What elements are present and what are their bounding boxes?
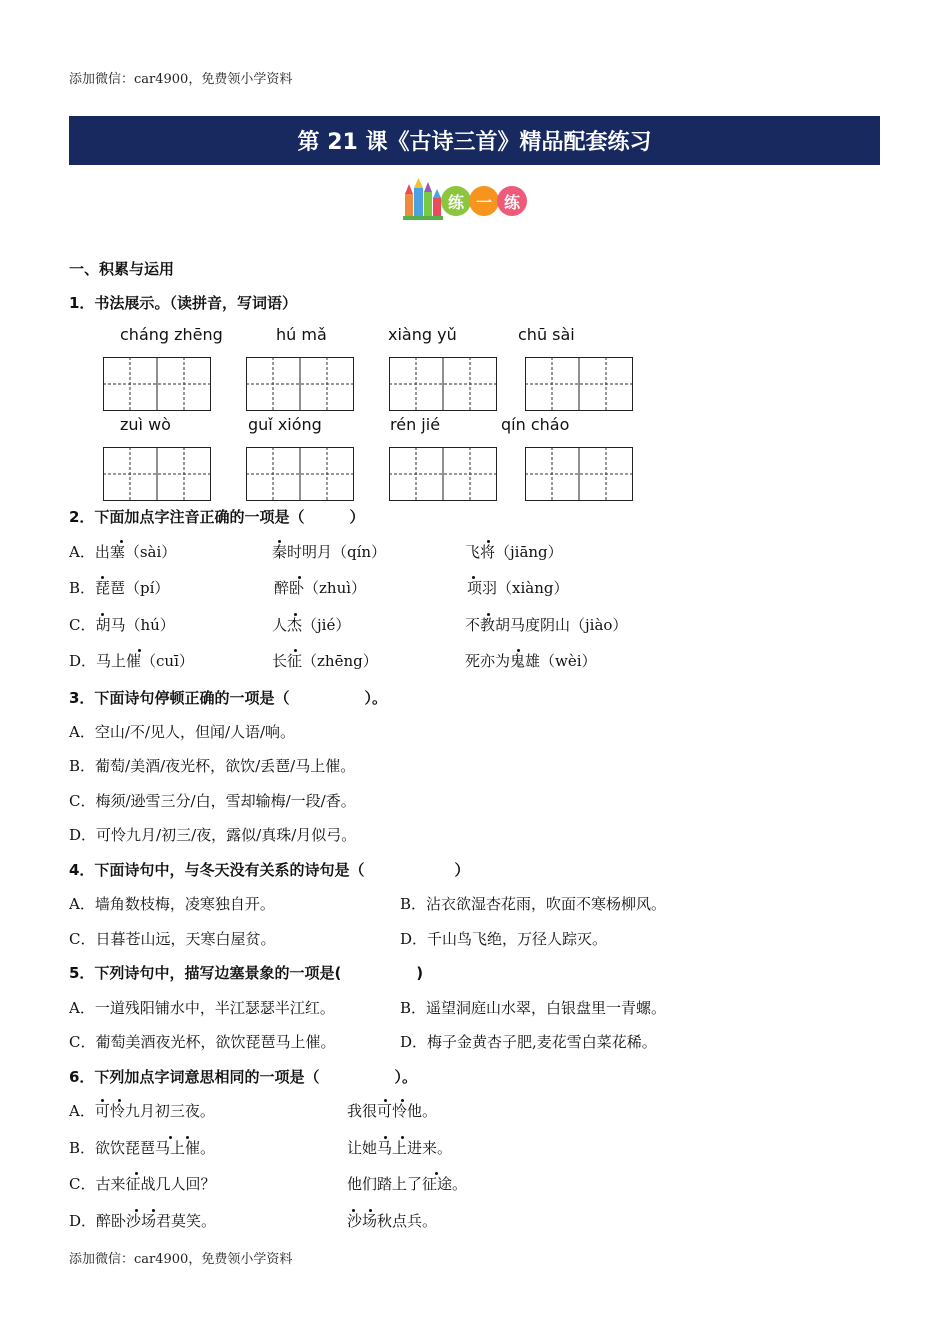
pinyin-1: cháng zhēng [120,325,223,344]
q1-stem: 1．书法展示。（读拼音，写词语） [69,294,297,312]
q3-stem: 3．下面诗句停顿正确的一项是（ ）。 [69,689,387,707]
q6-option-b-1: B．欲饮琵琶马上催。 [69,1139,216,1157]
emphasis-dot [152,1209,155,1212]
q2-option-c-2: 人杰（jié） [272,616,351,634]
practice-badge [403,176,533,220]
q2-option-d-2: 长征（zhēng） [272,652,378,670]
q6-option-c-1: C．古来征战几人回？ [69,1175,216,1193]
q6-option-a-1: A．可怜九月初三夜。 [69,1102,215,1120]
emphasis-dot [294,649,297,652]
q2-option-d-3: 死亦为鬼雄（wèi） [465,652,597,670]
pinyin-3: xiàng yǔ [388,325,457,344]
emphasis-dot [472,576,475,579]
q5-option-a: A．一道残阳铺水中，半江瑟瑟半江红。 [69,999,335,1017]
q6-option-c-2: 他们踏上了征途。 [347,1175,468,1193]
q2-option-a-2: 秦时明月（qín） [272,543,387,561]
emphasis-dot [101,576,104,579]
q5-option-b: B．遥望洞庭山水翠，白银盘里一青螺。 [400,999,667,1017]
q2-option-c-3: 不教胡马度阴山（jiào） [465,616,628,634]
q5-option-d: D．梅子金黄杏子肥,麦花雪白菜花稀。 [400,1033,657,1051]
emphasis-dot [517,649,520,652]
q2-option-b-3: 项羽（xiàng） [467,579,569,597]
q6-option-a-2: 我很可怜他。 [347,1102,438,1120]
q5-option-c: C．葡萄美酒夜光杯，欲饮琵琶马上催。 [69,1033,336,1051]
writing-grid[interactable] [103,447,211,501]
emphasis-dot [384,1099,387,1102]
header-note: 添加微信：car4900，免费领小学资料 [69,72,293,87]
emphasis-dot [135,1172,138,1175]
pinyin-8: qín cháo [501,415,570,434]
pinyin-4: chū sài [518,325,575,344]
page-title: 第 21 课《古诗三首》精品配套练习 [69,116,880,165]
emphasis-dot [138,649,141,652]
emphasis-dot [298,576,301,579]
q5-stem: 5．下列诗句中，描写边塞景象的一项是( ) [69,964,424,982]
q3-option-d: D．可怜九月/初三/夜，露似/真珠/月似弓。 [69,826,357,844]
writing-grid[interactable] [103,357,211,411]
pinyin-7: rén jié [390,415,441,434]
footer-note: 添加微信：car4900，免费领小学资料 [69,1252,293,1267]
emphasis-dot [169,1136,172,1139]
emphasis-dot [120,540,123,543]
badge-char-2: 一 [469,186,499,216]
writing-grid[interactable] [389,447,497,501]
q2-option-b-1: B．琵琶（pí） [69,579,170,597]
q4-stem: 4．下面诗句中，与冬天没有关系的诗句是（ ） [69,861,470,879]
emphasis-dot [294,613,297,616]
q3-option-a: A．空山/不/见人，但闻/人语/响。 [69,723,296,741]
emphasis-dot [384,1136,387,1139]
q4-option-c: C．日暮苍山远，天寒白屋贫。 [69,930,276,948]
pinyin-2: hú mǎ [276,325,327,344]
q2-stem: 2．下面加点字注音正确的一项是（ ） [69,508,365,526]
q3-option-c: C．梅须/逊雪三分/白，雪却输梅/一段/香。 [69,792,356,810]
q4-option-b: B．沾衣欲湿杏花雨，吹面不寒杨柳风。 [400,895,667,913]
q2-option-d-1: D．马上催（cuī） [69,652,194,670]
section-heading: 一、积累与运用 [69,260,175,278]
writing-grid[interactable] [246,447,354,501]
emphasis-dot [118,1099,121,1102]
q2-option-c-1: C．胡马（hú） [69,616,175,634]
emphasis-dot [401,1099,404,1102]
castle-icon [403,176,443,220]
emphasis-dot [435,1172,438,1175]
writing-grid[interactable] [389,357,497,411]
q4-option-a: A．墙角数枝梅，凌寒独自开。 [69,895,275,913]
writing-grid[interactable] [525,357,633,411]
emphasis-dot [369,1209,372,1212]
emphasis-dot [352,1209,355,1212]
q2-option-a-1: A．出塞（sài） [69,543,177,561]
q6-stem: 6．下列加点字词意思相同的一项是（ ）。 [69,1068,417,1086]
emphasis-dot [487,540,490,543]
q6-option-d-2: 沙场秋点兵。 [347,1212,438,1230]
q3-option-b: B．葡萄/美酒/夜光杯，欲饮/丢琶/马上催。 [69,757,356,775]
badge-char-1: 练 [441,186,471,216]
q2-option-b-2: 醉卧（zhuì） [274,579,367,597]
emphasis-dot [401,1136,404,1139]
writing-grid[interactable] [525,447,633,501]
emphasis-dot [101,1099,104,1102]
emphasis-dot [101,613,104,616]
emphasis-dot [487,613,490,616]
q2-option-a-3: 飞将（jiāng） [465,543,563,561]
q4-option-d: D．千山鸟飞绝，万径人踪灭。 [400,930,608,948]
emphasis-dot [135,1209,138,1212]
emphasis-dot [278,540,281,543]
pinyin-6: guǐ xióng [248,415,322,434]
emphasis-dot [186,1136,189,1139]
badge-char-3: 练 [497,186,527,216]
pinyin-5: zuì wò [120,415,171,434]
q6-option-b-2: 让她马上进来。 [347,1139,453,1157]
q6-option-d-1: D．醉卧沙场君莫笑。 [69,1212,217,1230]
writing-grid[interactable] [246,357,354,411]
